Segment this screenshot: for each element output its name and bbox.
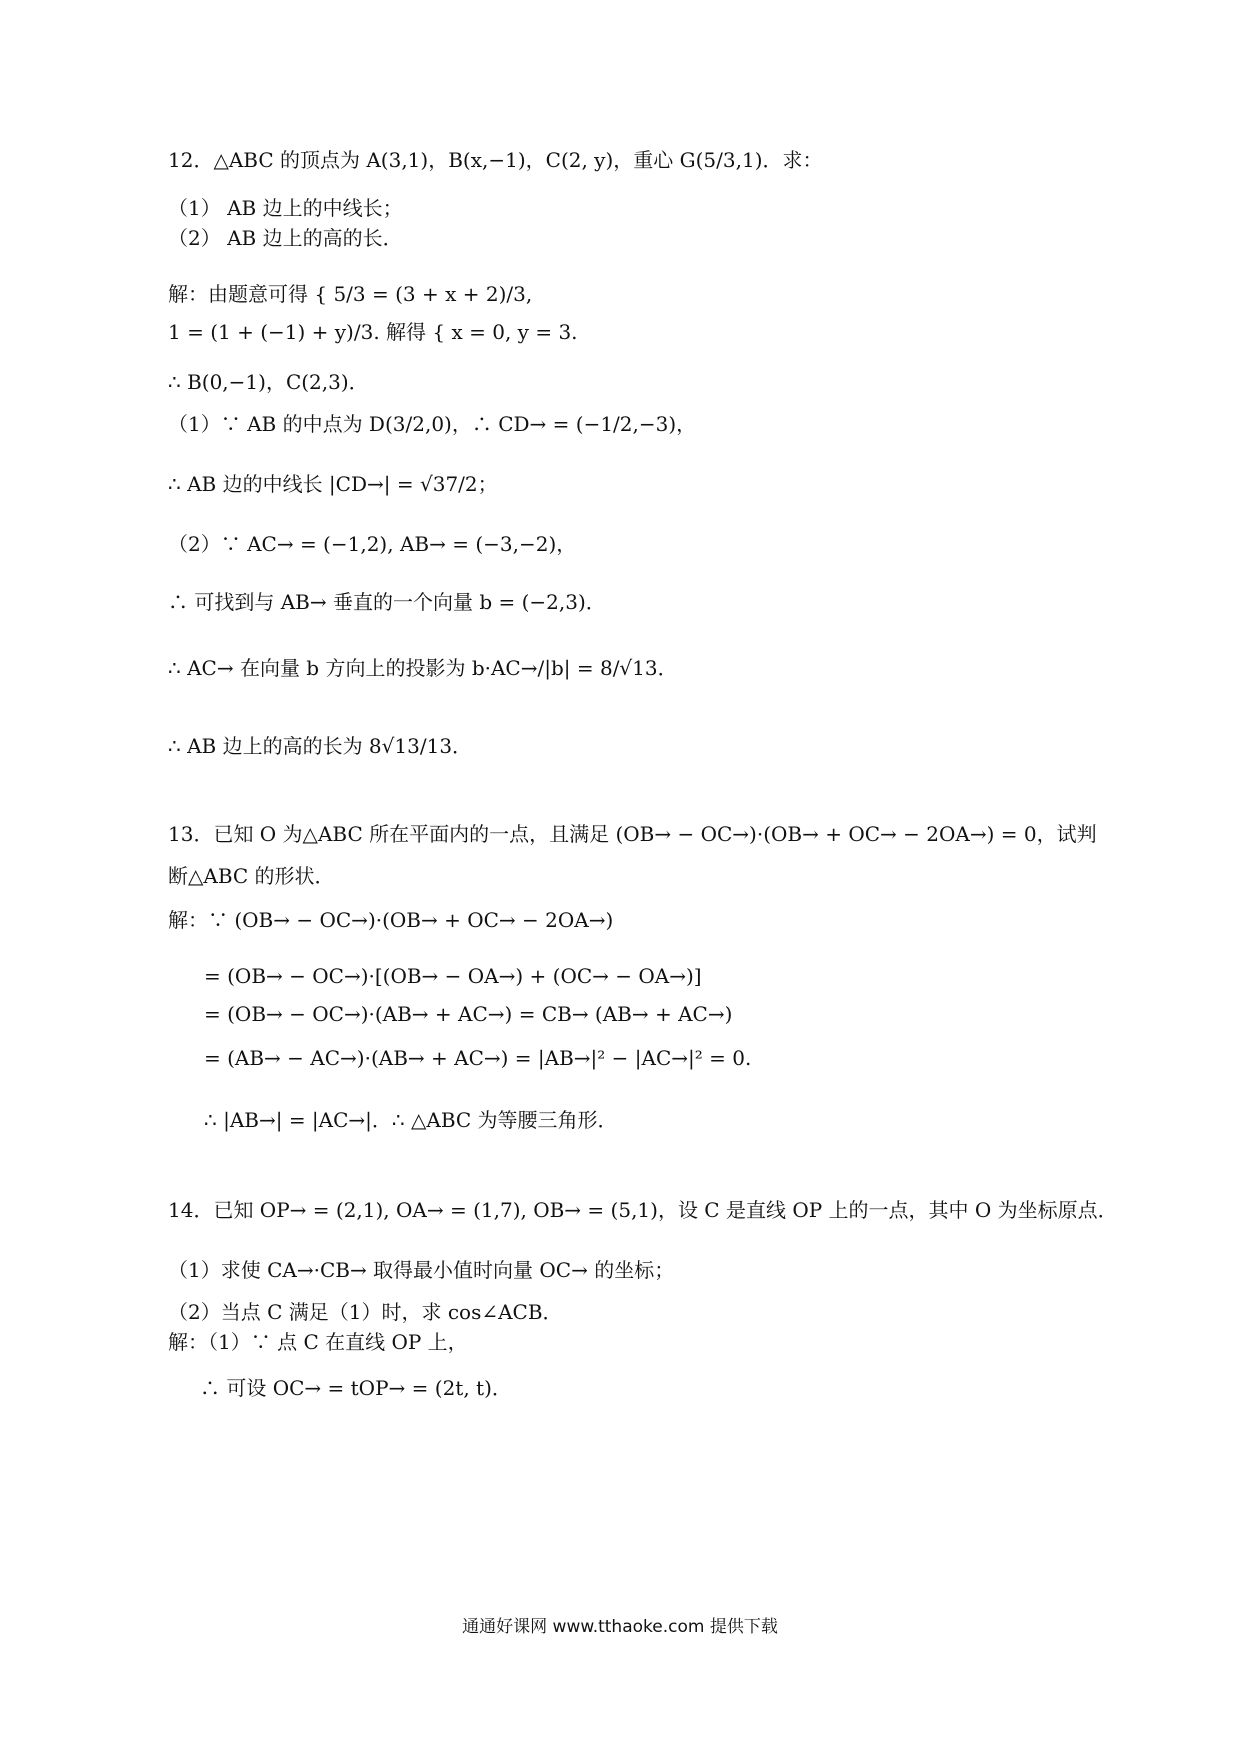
q12-solution-line-2: （1）∵ AB 的中点为 D(3/2,0)，∴ CD→ = (−1/2,−3)， — [168, 412, 697, 436]
q12-part-1: （1） AB 边上的中线长； — [168, 196, 403, 220]
q14-solution-line-2: ∴ 可设 OC→ = tOP→ = (2t, t)． — [200, 1376, 512, 1400]
q13-solution-line-1: 解：∵ (OB→ − OC→)·(OB→ + OC→ − 2OA→) — [168, 908, 614, 932]
q12-solution-line-3: ∴ AB 边的中线长 |CD→| = √37/2； — [168, 472, 498, 496]
q12-solution-line-7: ∴ AB 边上的高的长为 8√13/13． — [168, 734, 473, 758]
q13-stem-line-2: 断△ABC 的形状． — [168, 864, 335, 888]
q13-solution-line-5: ∴ |AB→| = |AC→|．∴ △ABC 为等腰三角形． — [204, 1108, 618, 1132]
q14-part-1: （1）求使 CA→·CB→ 取得最小值时向量 OC→ 的坐标； — [168, 1258, 675, 1282]
q13-solution-line-2: = (OB→ − OC→)·[(OB→ − OA→) + (OC→ − OA→)] — [204, 964, 702, 988]
q13-stem-line-1: 13．已知 O 为△ABC 所在平面内的一点，且满足 (OB→ − OC→)·(OB→ + OC→ − 2OA→) = 0，试判 — [168, 822, 1097, 846]
q12-part-2: （2） AB 边上的高的长． — [168, 226, 403, 250]
q14-stem: 14．已知 OP→ = (2,1), OA→ = (1,7), OB→ = (5,1)，设 C 是直线 OP 上的一点，其中 O 为坐标原点． — [168, 1198, 1118, 1222]
q12-stem: 12．△ABC 的顶点为 A(3,1)，B(x,−1)，C(2, y)，重心 G(5/3,1)．求： — [168, 148, 823, 172]
q14-part-2: （2）当点 C 满足（1）时，求 cos∠ACB． — [168, 1300, 563, 1324]
q12-solution-line-5: ∴ 可找到与 AB→ 垂直的一个向量 b = (−2,3)． — [168, 590, 606, 614]
q13-solution-line-3: = (OB→ − OC→)·(AB→ + AC→) = CB→ (AB→ + AC→) — [204, 1002, 733, 1026]
q12-system-line-2: 1 = (1 + (−1) + y)/3. 解得 { x = 0, y = 3. — [168, 320, 578, 344]
q13-solution-line-4: = (AB→ − AC→)·(AB→ + AC→) = |AB→|² − |AC→|² = 0. — [204, 1046, 752, 1070]
q12-solution-line-4: （2）∵ AC→ = (−1,2), AB→ = (−3,−2)， — [168, 532, 577, 556]
q12-system-line-1: 解：由题意可得 { 5/3 = (3 + x + 2)/3, — [168, 282, 533, 306]
q14-solution-line-1: 解：（1）∵ 点 C 在直线 OP 上， — [168, 1330, 468, 1354]
page-footer: 通通好课网 www.tthaoke.com 提供下载 — [462, 1617, 778, 1637]
q12-solution-line-6: ∴ AC→ 在向量 b 方向上的投影为 b·AC→/|b| = 8/√13． — [168, 656, 678, 680]
q12-solution-line-1: ∴ B(0,−1)，C(2,3)． — [168, 370, 369, 394]
